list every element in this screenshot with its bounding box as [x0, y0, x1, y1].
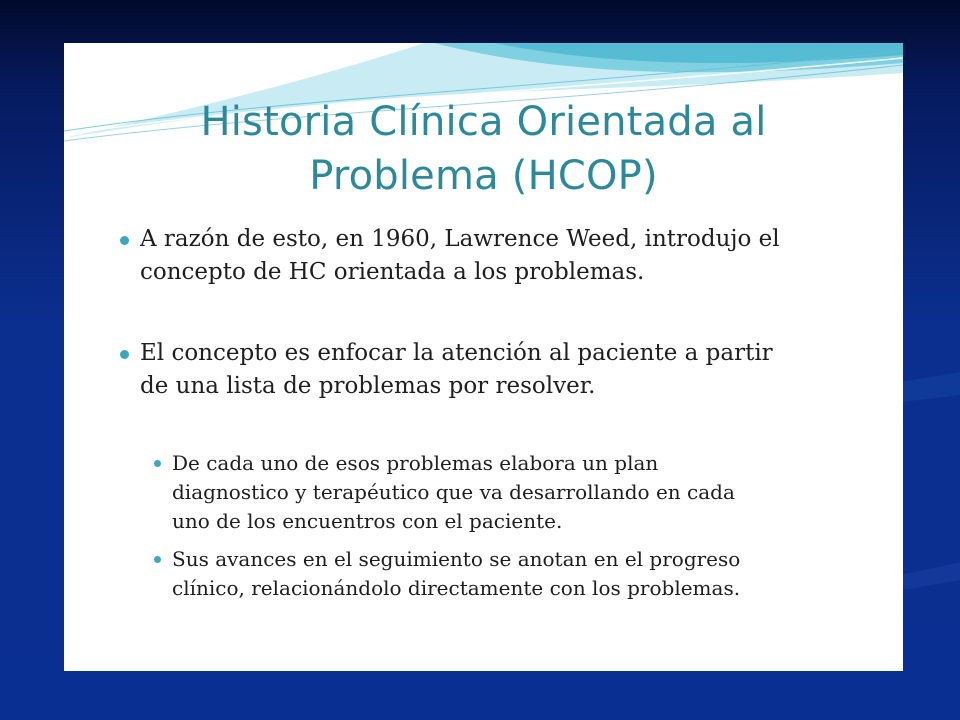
bullet-marker-icon	[120, 236, 129, 245]
bullet-marker-icon	[154, 556, 161, 563]
bullet-text-line: De cada uno de esos problemas elabora un plan	[172, 451, 659, 475]
bullet-text-line: concepto de HC orientada a los problemas.	[140, 259, 645, 285]
sub-bullet-item	[172, 449, 735, 536]
sub-bullet-item	[172, 545, 740, 603]
slide-title-line-2: Problema (HCOP)	[309, 153, 658, 199]
bullet-text-line: Sus avances en el seguimiento se anotan en el progreso	[172, 547, 741, 571]
slide-body	[64, 43, 903, 671]
bullet-marker-icon	[120, 350, 129, 359]
bullet-item	[140, 337, 773, 403]
bullet-text-line: diagnostico y terapéutico que va desarrollando en cada	[172, 480, 735, 504]
bullet-item	[140, 223, 780, 289]
slide-title-line-1: Historia Clínica Orientada al	[200, 99, 767, 145]
bullet-text-line: El concepto es enfocar la atención al paciente a partir	[140, 340, 773, 366]
bullet-text-line: uno de los encuentros con el paciente.	[172, 509, 563, 533]
bullet-text-line: A razón de esto, en 1960, Lawrence Weed, introdujo el	[140, 226, 780, 252]
bullet-text-line: de una lista de problemas por resolver.	[140, 373, 596, 399]
bullet-text-line: clínico, relacionándolo directamente con los problemas.	[172, 576, 741, 600]
bullet-marker-icon	[154, 460, 161, 467]
slide-canvas	[64, 43, 903, 671]
